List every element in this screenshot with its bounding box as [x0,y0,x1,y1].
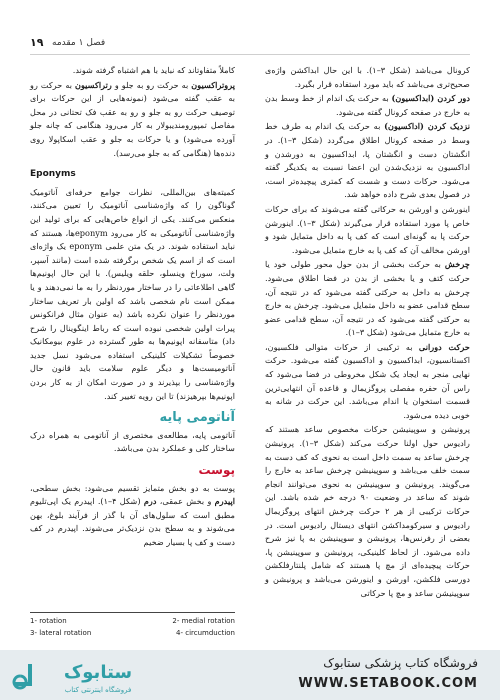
footnote: 4- circumduction [176,629,235,637]
paragraph [265,92,470,119]
skin-heading: پوست [198,463,235,478]
paragraph [265,120,470,202]
paragraph: اینورشن و اورشن به حرکاتی گفته می‌شوند که برای حرکات خاص پا مورد استفاده قرار می‌گیرند (شکل ۳–۱). اینورشن حرکت پا به گونه‌ای است که کف پا به داخل متمایل شود و اورشن مخالف آن که کف پا به خارج متمایل می‌شود. [265,203,471,255]
term: رتراکسیون [74,79,112,90]
paragraph [30,482,235,550]
paragraph-text: به حرکت رو به جلو و [111,79,192,90]
paragraph [265,341,470,423]
eponyms-heading: Eponyms [30,169,76,180]
paragraph-text: به حرکت یک اندام از خط وسط بدن به خارج در صفحه کرونال گفته می‌شود. [265,93,470,117]
paragraph-text: (شکل ۴–۱). اپیدرم یک اپی‌تلیوم مطبق است که سلول‌های آن با گذر از فرآیند بلوغ، بهن می‌شوند و به سطح بدن نزدیک‌تر می‌شوند. اپیدرم در کف دست و کف پا بسیار ضخیم [30,496,235,547]
store-name: فروشگاه کتاب پزشکی ستابوک [323,656,478,670]
paragraph-text: پوست به دو بخش متمایز تقسیم می‌شود: بخش سطحی، [30,482,235,493]
paragraph: کمیته‌های بین‌المللی، نظرات جوامع حرفه‌ای آناتومیک گوناگون را که واژه‌شناسی آناتومیک را تعیین می‌کنند، منعکس می‌کنند. یکی از انواع خاص‌هایی که برای تولید این واژه‌شناسی آناتومیکی به کار می‌رود eponymها، هستند که نباید استفاده شوند. در یک متن علمی eponym یک واژه‌ای است که از اسم یک شخص برگرفته شده است (مانند آسپر، ولت، سوراخ وینسلو، حلقه ویلیس). با این حال اپونیم‌ها گاهی اطلاعاتی را در ساختار موردنظر را به ما نمی‌دهند و یا ممکن است نام شخصی باشد که اولین بار تعریف ساختار موردنظر را عنوان نکرده باشد (به عنوان مثال فرانکونس پیرات اولین شخصی نبوده است که رباط اینگوینال را شرح داد) متاسفانه اپونیم‌ها به طور گسترده در علوم بیومکانیک خصوصاً تشکیلات کلینیکی استفاده می‌شود نسل جدید آناتومیست‌ها و دیگر علوم سلامت باید قانون حال واژه‌شناسی را بپذیرند و در صورت امکان از به کار بردن اپونیم‌ها بپرهیزند) تا این رویه تغییر کند. [30,186,236,401]
term: درم [143,496,157,507]
right-column [265,64,470,601]
term: نزدیک کردن (اداکسیون) [384,121,470,132]
paragraph-text: و بخش عمقی، [156,496,215,507]
paragraph [30,79,235,161]
logo-subtitle: فروشگاه اینترنتی کتاب [64,686,132,694]
term: اپیدرم [214,496,236,507]
paragraph [265,258,470,340]
footnote: 3- lateral rotation [30,629,92,637]
paragraph-text: به حرکت بخشی از بدن حول محور طولی خود یا حرکت کتف و یا بخشی از بدن در فضا اطلاق می‌شود. چرخش به داخل به حرکتی گفته می‌شود که در نتیجه آن، سطح قدامی عضو به داخل متمایل می‌شود. چرخش به خارج به حرکتی گفته می‌شود که در نتیجه آن، سطح قدامی عضو به خارج متمایل می‌شود (شکل ۳–۱). [265,259,470,338]
paragraph-text: به ترکیبی از حرکات متوالی فلکسیون، اکستانسیون، ابداکسیون و اداکسیون گفته می‌شود. حرکت نهایی منجر به ایجاد یک شکل مخروطی در فضا می‌شود که راس آن حفره مفصلی پروگزیمال و قاعده آن انتهایی‌ترین قسمت استخوان یا اندام می‌باشد. این حرکت در شانه به خوبی دیده می‌شود. [265,341,470,420]
page-header [30,36,470,55]
paragraph-text: به حرکت یک اندام به طرف خط وسط در صفحه کرونال اطلاق می‌گردد (شکل ۳–۱). در انگشتان دست و انگشتان پا، ابداکسیون به دورشدن و اداکسیون به نزدیک‌شدن این اعضا نسبت به یکدیگر گفته می‌شود. حرکات دست و شست که کمتری پیچیده‌تر است، در فصول بعدی شرح داده خواهد شد. [265,121,470,200]
footnote-row [30,629,235,641]
paragraph: آناتومی پایه، مطالعه‌ی مختصری از آناتومی به همراه درک ساختار کلی و عملکرد بدن می‌باشد. [30,429,235,454]
setabook-logo [8,654,168,696]
page-number: ۱۹ [30,36,44,49]
store-url[interactable]: WWW.SETABOOK.COM [298,676,478,691]
paragraph-text: به حرکت رو به عقب گفته می‌شود (نمونه‌هایی از این حرکات برای توصیف حرکت رو به جلو و رو به عقب فک تحتانی در محل مفاصل تمپورومندیبولار به کار می‌رود هنگامی که چانه جلو آورده می‌شود) و یا حرکات به جلو و عقب اسکاپولا روی دنده‌ها (هنگامی که به جلو می‌رسد). [30,79,235,158]
chapter-title: فصل ۱ مقدمه [52,38,106,48]
paragraph: پرونیشن و سوپینیشن حرکات مخصوص ساعد هستند که رادیوس حول اولنا حرکت می‌کند (شکل ۳–۱). پرونیشن چرخش ساعد به سمت داخل است به نحوی که کف دست به سمت خلف می‌باشد و سوپینیشن چرخش ساعد به خارج را می‌گویند. پرونیشن و سوپینیشن به نحوی می‌توانند انجام شوند که ساعد در وضعیت ۹۰ درجه خم شده باشد. این حرکات ترکیبی از هر ۲ حرکت چرخش انتهای پروگزیمال رادیوس و سیرکومداکشن انتهای دیستال رادیوس است. در بعضی از رفرنس‌ها، پرونیشن و سوپینیشن به پا نیز شرح داده می‌شود. از لحاظ کلینیکی، پرونیشن و سوپینیشن پا، حرکات پیچیده‌ای از مچ پا هستند که شامل پلنتارفلکشن دورسی فلکشن، اورشن و اینورشن می‌باشد و پرونیشن و سوپینیشن ساعد و مچ پا حرکاتی [265,424,470,598]
footnote: 1- rotation [30,617,67,625]
term: حرکت دورانی [418,341,470,352]
term: پروتراکسیون [191,79,235,90]
footnote-row [30,617,235,629]
left-column [30,64,235,551]
logo-text: ستابوک [63,662,133,683]
paragraph: کرونال می‌باشد (شکل ۳–۱). با این حال ابداکشن واژه‌ی صحیح‌تری می‌باشد که باید مورد استفاده قرار بگیرد. [265,65,470,89]
paragraph: کاملاً متفاوتاند که نباید با هم اشتباه گرفته شوند. [72,65,235,75]
term: دور کردن (ابداکسیون) [391,93,470,104]
footnote: 2- medial rotation [172,617,235,625]
footnotes [30,612,235,641]
term: چرخش [444,259,470,270]
basic-anatomy-heading: آناتومی پایه [159,410,235,426]
